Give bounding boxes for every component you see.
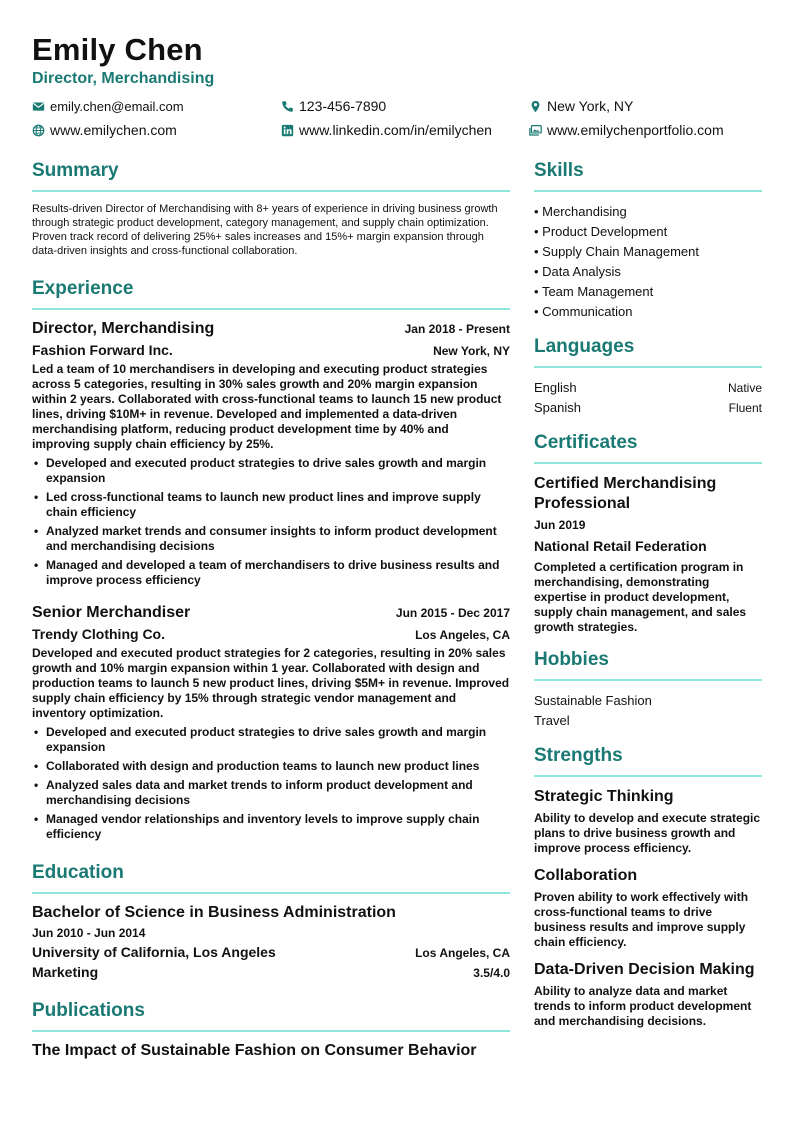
- contact-location: [529, 98, 633, 114]
- email-text: emily.chen@email.com: [50, 99, 184, 114]
- strength-description: Ability to develop and execute strategic plans to drive business growth and improve process efficiency.: [534, 811, 761, 855]
- education-degree: Bachelor of Science in Business Administration: [32, 904, 396, 921]
- email-icon: [32, 100, 45, 113]
- publication-title: The Impact of Sustainable Fashion on Consumer Behavior: [32, 1042, 477, 1059]
- language-name: English: [534, 380, 577, 395]
- job-description: Developed and executed product strategies for 2 categories, resulting in 20% sales growth and 10% margin expansion within 1 year. Collaborated with design and production teams to launch 5 new product lines, driving $5M+ in revenue. Improved supply chain efficiency by 15% through strategic vendor management and inventory optimization.: [32, 646, 510, 720]
- side-column: [534, 160, 762, 1039]
- skill-item: • Supply Chain Management: [534, 244, 699, 259]
- skill-item: • Merchandising: [534, 204, 627, 219]
- skill-item: • Data Analysis: [534, 264, 621, 279]
- education-school: University of California, Los Angeles: [32, 944, 276, 960]
- language-name: Spanish: [534, 400, 581, 415]
- hobbies-heading: Hobbies: [534, 649, 762, 681]
- candidate-name: Emily Chen: [32, 32, 203, 67]
- certificate-entry: [534, 474, 762, 635]
- main-column: [32, 160, 510, 1060]
- globe-icon: [32, 124, 45, 137]
- job-dates: Jun 2015 - Dec 2017: [395, 606, 510, 620]
- bullet-item: • Analyzed sales data and market trends to inform product development and merchandising decisions: [32, 778, 510, 808]
- skills-list: [534, 202, 762, 322]
- linkedin-icon: [281, 124, 294, 137]
- phone-text: 123-456-7890: [299, 98, 387, 114]
- bullet-item: • Managed vendor relationships and inventory levels to improve supply chain efficiency: [32, 812, 510, 842]
- summary-heading: Summary: [32, 160, 510, 192]
- language-level: Fluent: [728, 401, 762, 415]
- job-company: Trendy Clothing Co.: [32, 626, 165, 642]
- portfolio-text: www.emilychenportfolio.com: [547, 122, 724, 138]
- bullet-item: • Analyzed market trends and consumer insights to inform product development and merchandising decisions: [32, 524, 510, 554]
- experience-heading: Experience: [32, 278, 510, 310]
- job-location: Los Angeles, CA: [415, 628, 510, 642]
- bullet-item: • Led cross-functional teams to launch new product lines and improve supply chain efficiency: [32, 490, 510, 520]
- job-title: Senior Merchandiser: [32, 604, 191, 621]
- strength-title: Data-Driven Decision Making: [534, 961, 755, 978]
- certificates-heading: Certificates: [534, 432, 762, 464]
- skill-item: • Team Management: [534, 284, 654, 299]
- education-dates: Jun 2010 - Jun 2014: [32, 926, 146, 940]
- job-entry: [32, 604, 510, 842]
- bullet-item: • Developed and executed product strategies to drive sales growth and margin expansion: [32, 456, 510, 486]
- hobbies-list: [534, 691, 762, 731]
- education-gpa: 3.5/4.0: [473, 966, 510, 980]
- education-heading: Education: [32, 862, 510, 894]
- bullet-item: • Developed and executed product strategies to drive sales growth and margin expansion: [32, 725, 510, 755]
- website-text: www.emilychen.com: [50, 122, 177, 138]
- strength-description: Proven ability to work effectively with cross-functional teams to drive business results and improve supply chain efficiency.: [534, 890, 749, 949]
- job-bullets: [32, 725, 510, 842]
- job-entry: [32, 320, 510, 588]
- strength-title: Collaboration: [534, 867, 638, 884]
- candidate-title: Director, Merchandising: [32, 70, 215, 87]
- skills-heading: Skills: [534, 160, 762, 192]
- strength-description: Ability to analyze data and market trends to inform product development and merchandising decisions.: [534, 984, 752, 1028]
- contact-email[interactable]: [32, 99, 184, 114]
- education-field: Marketing: [32, 964, 99, 980]
- strength-title: Strategic Thinking: [534, 788, 674, 805]
- contact-phone[interactable]: [281, 98, 386, 114]
- certificate-issuer: National Retail Federation: [534, 538, 707, 554]
- education-location: Los Angeles, CA: [415, 946, 510, 960]
- languages-heading: Languages: [534, 336, 762, 368]
- bullet-item: • Managed and developed a team of merchandisers to drive business results and improve process efficiency: [32, 558, 510, 588]
- portfolio-icon: [529, 124, 542, 137]
- location-pin-icon: [529, 100, 542, 113]
- language-level: Native: [727, 381, 762, 395]
- job-bullets: [32, 456, 510, 588]
- contact-website[interactable]: [32, 122, 177, 138]
- education-entry: [32, 904, 510, 980]
- skill-item: • Communication: [534, 304, 633, 319]
- hobby-item: Sustainable Fashion: [534, 693, 652, 708]
- strengths-list: [534, 787, 762, 1029]
- languages-list: [534, 378, 762, 418]
- bullet-item: • Collaborated with design and production teams to launch new product lines: [32, 759, 510, 774]
- contact-linkedin[interactable]: [281, 122, 492, 138]
- certificate-description: Completed a certification program in merchandising, demonstrating expertise in product development, supply chain management, and sales growth strategies.: [534, 560, 747, 634]
- job-description: Led a team of 10 merchandisers in developing and executing product strategies across 5 categories, resulting in 30% sales growth and 20% margin expansion within 2 years. Collaborated with cross-functional teams to launch 15 new product lines, driving $10M+ in revenue. Developed and implemented a data-driven merchandising platform, reducing product development time by 40% and improving supply chain efficiency by 25%.: [32, 362, 502, 451]
- certificate-date: Jun 2019: [534, 518, 586, 532]
- job-title: Director, Merchandising: [32, 320, 215, 337]
- job-location: New York, NY: [433, 344, 510, 358]
- skill-item: • Product Development: [534, 224, 668, 239]
- hobby-item: Travel: [534, 713, 570, 728]
- summary-text: Results-driven Director of Merchandising with 8+ years of experience in driving business growth through strategic product development, category management, and supply chain optimization. Proven track record of delivering 25%+ sales increases and 15%+ margin expansion through data-driven insights and cross-functional collaboration.: [32, 203, 498, 257]
- strengths-heading: Strengths: [534, 745, 762, 777]
- linkedin-text: www.linkedin.com/in/emilychen: [299, 122, 492, 138]
- location-text: New York, NY: [547, 98, 634, 114]
- contact-portfolio[interactable]: [529, 122, 724, 138]
- language-item: [534, 378, 762, 398]
- language-item: [534, 398, 762, 418]
- job-dates: Jan 2018 - Present: [404, 322, 510, 336]
- publications-heading: Publications: [32, 1000, 510, 1032]
- job-company: Fashion Forward Inc.: [32, 342, 173, 358]
- certificate-title: Certified Merchandising Professional: [534, 475, 717, 512]
- phone-icon: [281, 100, 294, 113]
